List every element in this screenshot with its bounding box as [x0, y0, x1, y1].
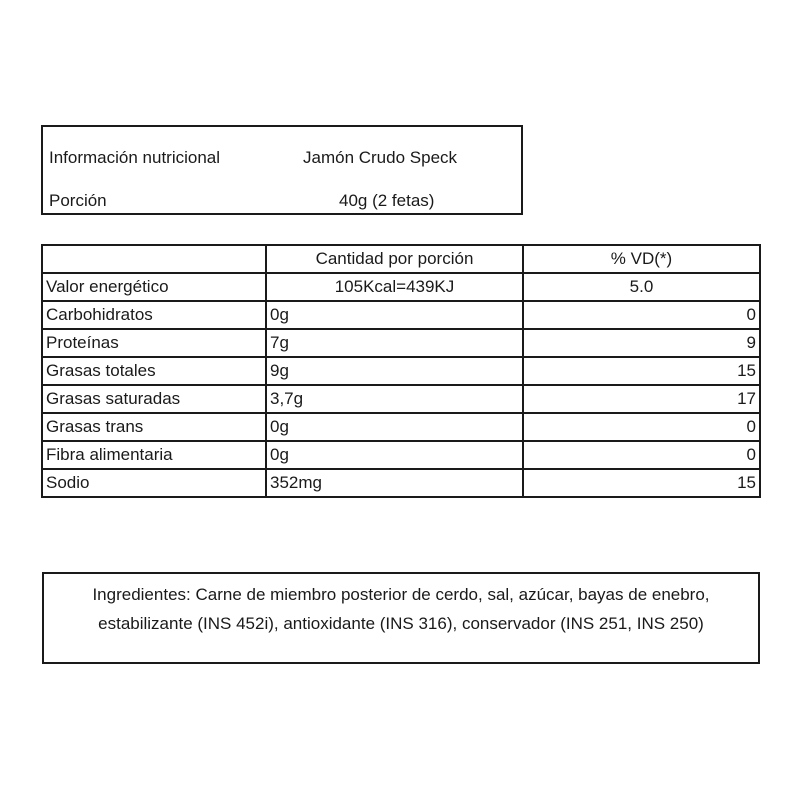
nutrient-label: Grasas totales — [42, 357, 266, 385]
column-header-nutrient — [42, 245, 266, 273]
portion-label: Porción — [49, 191, 107, 210]
nutrient-amount: 352mg — [266, 469, 523, 497]
table-row — [42, 329, 760, 357]
nutrient-label: Proteínas — [42, 329, 266, 357]
nutrient-amount: 9g — [266, 357, 523, 385]
table-row — [42, 469, 760, 497]
column-header-amount: Cantidad por porción — [266, 245, 523, 273]
table-row — [42, 413, 760, 441]
nutrient-label: Fibra alimentaria — [42, 441, 266, 469]
nutrient-dv: 15 — [523, 469, 760, 497]
column-header-dv: % VD(*) — [523, 245, 760, 273]
ingredients-text: Ingredientes: Carne de miembro posterior de cerdo, sal, azúcar, bayas de enebro, estabilizante (INS 452i), antioxidante (INS 316), conservador (INS 251, INS 250) — [92, 585, 710, 633]
table-row-energy — [42, 273, 760, 301]
ingredients-box — [42, 572, 760, 664]
table-row — [42, 441, 760, 469]
nutrient-label: Grasas saturadas — [42, 385, 266, 413]
nutrient-amount: 3,7g — [266, 385, 523, 413]
nutrient-amount: 105Kcal=439KJ — [266, 273, 523, 301]
nutrient-amount: 7g — [266, 329, 523, 357]
nutrient-dv: 0 — [523, 441, 760, 469]
table-row — [42, 385, 760, 413]
product-info-box — [41, 125, 523, 215]
nutrient-dv: 9 — [523, 329, 760, 357]
table-row — [42, 357, 760, 385]
nutrition-info-label: Información nutricional — [49, 148, 221, 167]
nutrient-amount: 0g — [266, 441, 523, 469]
nutrient-dv: 0 — [523, 413, 760, 441]
nutrient-label: Grasas trans — [42, 413, 266, 441]
nutrition-table — [41, 244, 761, 498]
nutrient-dv: 5.0 — [523, 273, 760, 301]
product-name: Jamón Crudo Speck — [303, 148, 458, 167]
portion-value: 40g (2 fetas) — [339, 191, 435, 210]
nutrient-amount: 0g — [266, 413, 523, 441]
nutrient-label: Sodio — [42, 469, 266, 497]
nutrient-label: Valor energético — [42, 273, 266, 301]
table-header-row — [42, 245, 760, 273]
nutrient-dv: 17 — [523, 385, 760, 413]
nutrient-dv: 15 — [523, 357, 760, 385]
nutrient-label: Carbohidratos — [42, 301, 266, 329]
nutrient-amount: 0g — [266, 301, 523, 329]
table-row — [42, 301, 760, 329]
nutrient-dv: 0 — [523, 301, 760, 329]
